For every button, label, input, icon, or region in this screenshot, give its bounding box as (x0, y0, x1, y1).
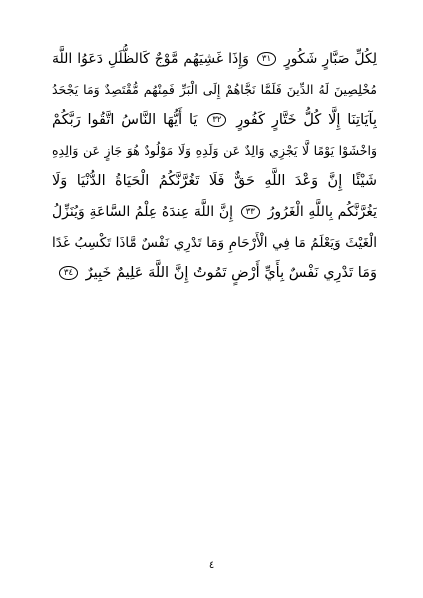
verse-line-5: شَيْئًا إِنَّ وَعْدَ اللَّهِ حَقٌّ فَلَا تَغُرَّنَّكُمُ الْحَيَاةُ الدُّنْيَا وَلَا (52, 173, 377, 190)
verse-line-8 (52, 258, 377, 289)
ayah-number-marker: ٣٣ (241, 205, 260, 220)
ayah-number-marker: ٣١ (257, 52, 276, 67)
ayah-number-marker: ٣٢ (207, 113, 226, 128)
verse-line-6-start: يَغُرَّنَّكُم بِاللَّهِ الْغَرُورُ (267, 203, 377, 220)
verse-line-2: مُخْلِصِينَ لَهُ الدِّينَ فَلَمَّا نَجَّاهُمْ إِلَى الْبَرِّ فَمِنْهُم مُّقْتَصِدٌ وَمَا يَجْحَدُ (52, 81, 377, 97)
verse-line-8-start: وَمَا تَدْرِي نَفْسٌ بِأَيِّ أَرْضٍ تَمُوتُ إِنَّ اللَّهَ عَلِيمٌ خَبِيرٌ (85, 265, 377, 282)
verse-line-7: الْغَيْثَ وَيَعْلَمُ مَا فِي الْأَرْحَامِ وَمَا تَدْرِي نَفْسٌ مَّاذَا تَكْسِبُ غَدًا (52, 234, 377, 251)
verse-line-4: وَاخْشَوْا يَوْمًا لَّا يَجْزِي وَالِدٌ عَن وَلَدِهِ وَلَا مَوْلُودٌ هُوَ جَازٍ عَن وَالِدِهِ (52, 142, 377, 158)
verse-line-6 (52, 197, 377, 228)
verse-line-3-start: بِآيَاتِنَا إِلَّا كُلُّ خَتَّارٍ كَفُورٍ (236, 112, 377, 129)
ayah-number-marker: ٣٤ (59, 266, 78, 281)
verse-line-1-start: لِكُلِّ صَبَّارٍ شَكُورٍ (283, 51, 377, 67)
verse-text-block (52, 44, 377, 289)
verse-line-6-end: إِنَّ اللَّهَ عِندَهُ عِلْمُ السَّاعَةِ وَيُنَزِّلُ (52, 203, 234, 220)
page-number: ٤ (208, 560, 215, 571)
verse-line-1 (52, 44, 377, 75)
verse-line-1-end: وَإِذَا غَشِيَهُم مَّوْجٌ كَالظُّلَلِ دَعَوُا اللَّهَ (52, 51, 249, 67)
verse-line-3-end: يَا أَيُّهَا النَّاسُ اتَّقُوا رَبَّكُمْ (52, 112, 198, 129)
verse-line-3 (52, 105, 377, 136)
